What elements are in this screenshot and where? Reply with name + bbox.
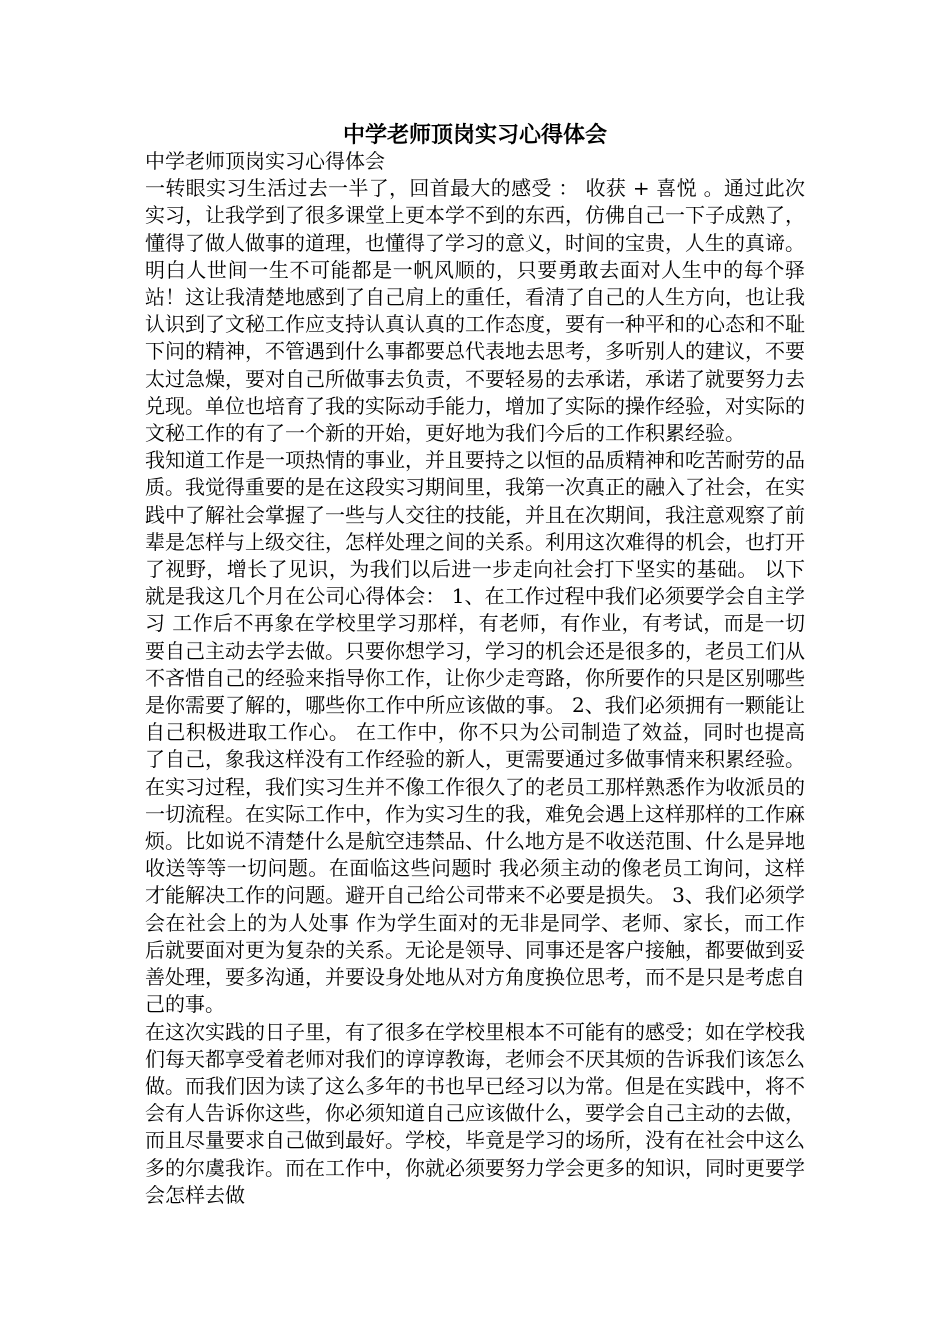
body-paragraph: 在这次实践的日子里，有了很多在学校里根本不可能有的感受；如在学校我们每天都享受着老师对我们的谆谆教诲，老师会不厌其烦的告诉我们该怎么做。而我们因为读了这么多年的书也早已经习以为常。但是在实践中，将不会有人告诉你这些，你必须知道自己应该做什么，要学会自己主动的去做，而且尽量要求自己做到最好。学校，毕竟是学习的场所，没有在社会中这么多的尔虞我诈。而在工作中，你就必须要努力学会更多的知识，同时更要学会怎样去做 (145, 1019, 805, 1207)
body-paragraph: 一转眼实习生活过去一半了，回首最大的感受 ： 收获 + 喜悦 。通过此次实习，让我学到了很多课堂上更本学不到的东西，仿佛自己一下子成熟了，懂得了做人做事的道理，也懂得了学习的意义，时间的宝贵，人生的真谛。明白人世间一生不可能都是一帆风顺的，只要勇敢去面对人生中的每个驿站！这让我清楚地感到了自己肩上的重任，看清了自己的人生方向，也让我认识到了文秘工作应支持认真认真的工作态度，要有一种平和的心态和不耻下问的精神，不管遇到什么事都要总代表地去思考，多听别人的建议，不要太过急燥，要对自己所做事去负责，不要轻易的去承诺，承诺了就要努力去兑现。单位也培育了我的实际动手能力，增加了实际的操作经验，对实际的文秘工作的有了一个新的开始，更好地为我们今后的工作积累经验。 (145, 176, 805, 446)
subtitle-paragraph: 中学老师顶岗实习心得体会 (145, 149, 385, 173)
document-body (145, 148, 805, 1209)
document-title: 中学老师顶岗实习心得体会 (342, 123, 607, 148)
body-paragraph: 我知道工作是一项热情的事业，并且要持之以恒的品质精神和吃苦耐劳的品质。我觉得重要的是在这段实习期间里，我第一次真正的融入了社会，在实践中了解社会掌握了一些与人交往的技能，并且在次期间，我注意观察了前辈是怎样与上级交往，怎样处理之间的关系。利用这次难得的机会，也打开了视野，增长了见识，为我们以后进一步走向社会打下坚实的基础。 以下就是我这几个月在公司心得体会： 1、在工作过程中我们必须要学会自主学习 工作后不再象在学校里学习那样，有老师，有作业，有考试，而是一切要自己主动去学去做。只要你想学习，学习的机会还是很多的，老员工们从不吝惜自己的经验来指导你工作，让你少走弯路，你所要作的只是区别哪些是你需要了解的，哪些你工作中所应该做的事。 2、我们必须拥有一颗能让自己积极进取工作心。 在工作中，你不只为公司制造了效益，同时也提高了自己，象我这样没有工作经验的新人，更需要通过多做事情来积累经验。在实习过程，我们实习生并不像工作很久了的老员工那样熟悉作为收派员的一切流程。在实际工作中，作为实习生的我，难免会遇上这样那样的工作麻烦。比如说不清楚什么是航空违禁品、什么地方是不收送范围、什么是异地收送等等一切问题。在面临这些问题时 我必须主动的像老员工询问，这样才能解决工作的问题。避开自己给公司带来不必要是损失。 3、我们必须学会在社会上的为人处事 作为学生面对的无非是同学、老师、家长，而工作后就要面对更为复杂的关系。无论是领导、同事还是客户接触，都要做到妥善处理，要多沟通，并要设身处地从对方角度换位思考，而不是只是考虑自己的事。 (145, 448, 805, 1017)
